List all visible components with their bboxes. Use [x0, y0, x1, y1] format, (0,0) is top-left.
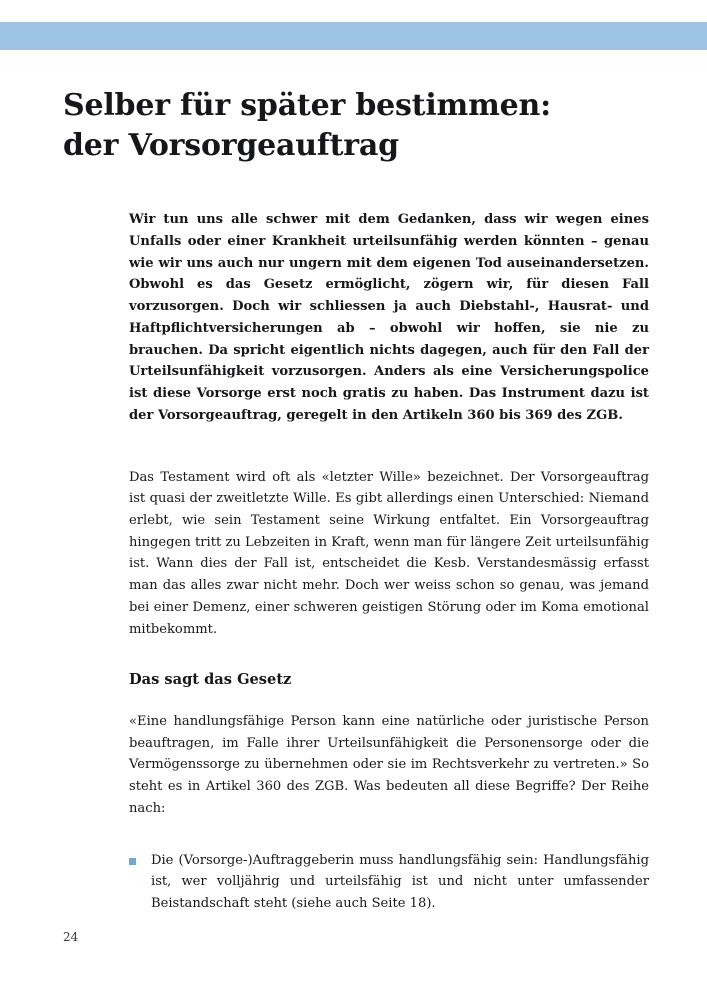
list-item [129, 850, 649, 915]
section-intro-paragraph: «Eine handlungsfähige Person kann eine natürliche oder juristische Person beauftragen, im Falle ihrer Urteilsunfähigkeit die Personensorge oder die Vermögenssorge zu übernehmen oder sie im Rechtsverkehr zu vertreten.» So steht es in Artikel 360 des ZGB. Was bedeuten all diese Begriffe? Der Reihe nach: [129, 713, 649, 816]
square-bullet-icon [129, 858, 136, 865]
header-color-band [0, 22, 707, 50]
section-heading: Das sagt das Gesetz [129, 671, 292, 689]
page-content [63, 86, 653, 923]
page-title-line-1: Selber für später bestimmen: [63, 88, 551, 123]
page-title-line-2: der Vorsorgeauftrag [63, 127, 399, 163]
body-paragraph-1: Das Testament wird oft als «letzter Wille» bezeichnet. Der Vorsorgeauftrag ist quasi der zweitletzte Wille. Es gibt allerdings einen Unterschied: Niemand erlebt, wie sein Testament seine Wirkung entfaltet. Ein Vorsorgeauftrag hingegen tritt zu Lebzeiten in Kraft, wenn man für längere Zeit urteilsunfähig ist. Wann dies der Fall ist, entscheidet die Kesb. Verstandesmässig erfasst man das alles zwar nicht mehr. Doch wer weiss schon so genau, was jemand bei einer Demenz, einer schweren geistigen Störung oder im Koma emotional mitbekommt. [129, 469, 649, 637]
list-item-label: Die (Vorsorge-)Auftraggeberin muss handlungsfähig sein: Handlungsfähig ist, wer volljährig und urteilsfähig ist und nicht unter umfassender Beistandschaft steht (siehe auch Seite 18). [151, 852, 649, 911]
page-number: 24 [63, 930, 79, 944]
body-column [129, 209, 649, 915]
bullet-list [129, 850, 649, 915]
page-title [63, 86, 653, 165]
lead-paragraph: Wir tun uns alle schwer mit dem Gedanken, dass wir wegen eines Unfalls oder einer Krankheit urteilsunfähig werden könnten – genau wie wir uns auch nur ungern mit dem eigenen Tod auseinandersetzen. Obwohl es das Gesetz ermöglicht, zögern wir, für diesen Fall vorzusorgen. Doch wir schliessen ja auch Diebstahl-, Hausrat- und Haftpflichtversicherungen ab – obwohl wir hoffen, sie nie zu brauchen. Da spricht eigentlich nichts dagegen, auch für den Fall der Urteilsunfähigkeit vorzusorgen. Anders als eine Versicherungspolice ist diese Vorsorge erst noch gratis zu haben. Das Instrument dazu ist der Vorsorgeauftrag, geregelt in den Artikeln 360 bis 369 des ZGB. [129, 212, 649, 423]
